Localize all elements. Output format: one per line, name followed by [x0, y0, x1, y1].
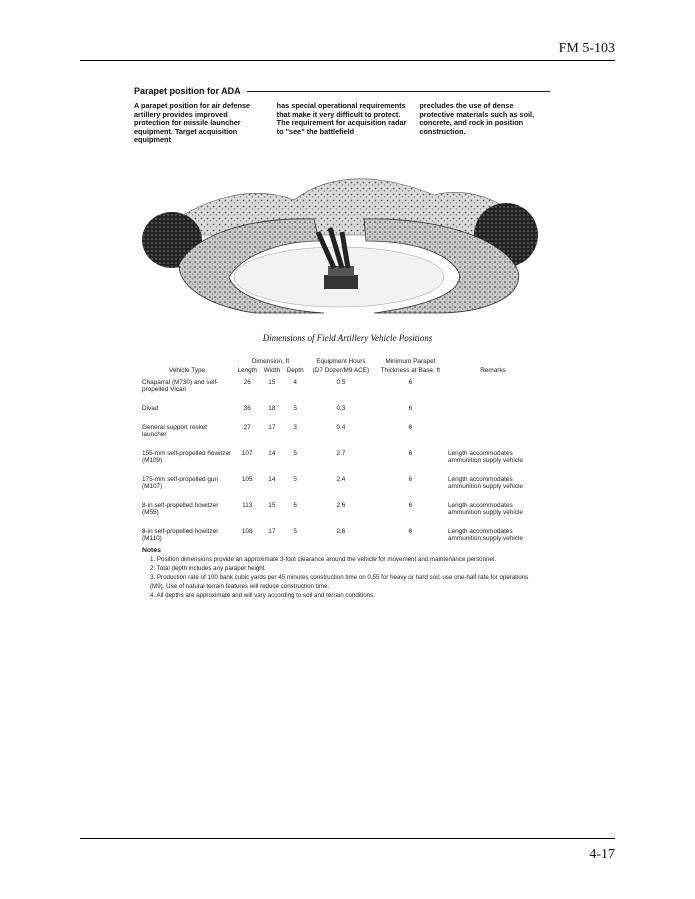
note-item: 1. Position dimensions provide an approximate 3-foot clearance around the vehicle for movement and maintenance personnel. [150, 556, 497, 563]
caption-col-1: A parapet position for air defense artillery provides improved protection for missile launcher equipment. Target acquisition equipment [134, 101, 251, 144]
remarks-cell: Length accommodates ammunition supply vehicle [448, 450, 523, 464]
width-cell: 15 [268, 379, 276, 386]
vehicle-cell: 155-mm self-propelled howitzer (M109) [142, 450, 232, 464]
remarks-cell [446, 420, 540, 446]
figure-title: Parapet position for ADA [134, 86, 241, 96]
figure-caption-columns [134, 102, 550, 145]
equipment-sub-header: (D7 Dozer/M9 ACE) [312, 367, 370, 374]
length-cell: 113 [242, 502, 253, 509]
note-item: 2. Total depth includes any parapet height. [150, 565, 267, 572]
remarks-cell: Length accommodates ammunition supply vehicle [448, 502, 523, 516]
width-cell: 17 [268, 528, 276, 535]
depth-cell: 6 [293, 502, 297, 509]
table-title: Dimensions of Field Artillery Vehicle Positions [262, 333, 433, 343]
length-header: Length [237, 367, 257, 374]
width-cell: 14 [268, 476, 276, 483]
length-cell: 26 [243, 379, 251, 386]
note-item: 4. All depths are approximate and will vary according to soil and terrain conditions. [150, 592, 375, 599]
table-row [140, 472, 540, 498]
vehicle-cell: 8-in self-propelled howitzer (M55) [142, 502, 219, 516]
remarks-cell: Length accommodates ammunition supply vehicle [448, 528, 523, 542]
parapet-cell: 6 [408, 405, 413, 412]
parapet-illustration [134, 145, 550, 315]
length-cell: 105 [241, 476, 253, 483]
depth-header: Depth [286, 367, 304, 374]
length-cell: 108 [241, 528, 253, 535]
notes-heading: Notes [142, 547, 161, 554]
parapet-header: Minimum Parapet [385, 358, 436, 365]
parapet-cell: 6 [408, 450, 413, 457]
note-item: 3. Production rate of 100 bank cubic yards per 45 minutes construction time on 0.55 for heavy or hard soil; use one-half rate for operations (M9). Use of natural terrain features will reduce construction time. [150, 574, 529, 590]
parapet-cell: 6 [408, 502, 413, 509]
table-header-row-2 [140, 366, 540, 375]
table-body [140, 375, 540, 550]
width-cell: 15 [268, 502, 276, 509]
parapet-cell: 6 [408, 379, 413, 386]
table-row [140, 498, 540, 524]
parapet-cell: 6 [408, 424, 413, 431]
remarks-cell: Length accommodates ammunition supply vehicle [448, 476, 523, 490]
hours-cell: 0.5 [336, 379, 346, 386]
parapet-cell: 6 [408, 528, 413, 535]
manual-code: FM 5-103 [558, 41, 615, 56]
hours-cell: 2.4 [336, 476, 346, 483]
length-cell: 27 [243, 424, 251, 431]
figure-title-row [134, 86, 550, 96]
depth-cell: 5 [293, 405, 297, 412]
footer-rule [80, 838, 615, 839]
depth-cell: 5 [293, 476, 297, 483]
table-row [140, 375, 540, 401]
depth-cell: 5 [293, 450, 297, 457]
depth-cell: 3 [293, 424, 297, 431]
parapet-cell: 6 [408, 476, 413, 483]
figure-title-rule [247, 91, 550, 92]
length-cell: 107 [241, 450, 253, 457]
remarks-header: Remarks [480, 367, 506, 374]
remarks-cell [446, 375, 540, 401]
vehicle-cell: 175-mm self-propelled gun (M107) [142, 476, 219, 490]
vehicle-cell: 8-in self-propelled howitzer (M110) [142, 528, 219, 542]
width-cell: 14 [268, 450, 276, 457]
dimension-group-header: Dimension, ft [251, 358, 290, 365]
table-header-row-1 [140, 357, 540, 366]
table-row [140, 420, 540, 446]
page-number: 4-17 [589, 847, 615, 862]
hours-cell: 2.6 [336, 502, 346, 509]
hours-cell: 0.4 [336, 424, 346, 431]
depth-cell: 5 [293, 528, 297, 535]
vehicle-cell: Divad [142, 405, 159, 412]
vehicle-dimensions-table [140, 357, 540, 550]
vehicle-cell: General support rocket launcher [142, 424, 208, 438]
parapet-sub-header: Thickness at Base, ft [380, 367, 441, 374]
hours-cell: 2.7 [336, 450, 346, 457]
width-cell: 17 [268, 424, 276, 431]
ada-parapet-figure [134, 86, 550, 320]
width-header: Width [263, 367, 281, 374]
hours-cell: 2.6 [336, 528, 346, 535]
header-rule [80, 60, 615, 61]
equipment-hours-header: Equipment Hours [316, 358, 366, 365]
remarks-cell [446, 401, 540, 420]
caption-col-2: has special operational requirements that make it very difficult to protect. The requirement for acquisition radar to "see" the battlefield [276, 101, 407, 136]
hours-cell: 0.3 [336, 405, 346, 412]
width-cell: 18 [268, 405, 276, 412]
table-row [140, 401, 540, 420]
table-row [140, 446, 540, 472]
vehicle-type-header: Vehicle Type [168, 367, 206, 374]
vehicle-cell: Chaparral (M730) and self-propelled Vlcan [142, 379, 219, 393]
caption-col-3: precludes the use of dense protective materials such as soil, concrete, and rock in position construction. [419, 101, 535, 136]
depth-cell: 4 [293, 379, 297, 386]
table-notes [142, 546, 542, 600]
length-cell: 36 [243, 405, 251, 412]
